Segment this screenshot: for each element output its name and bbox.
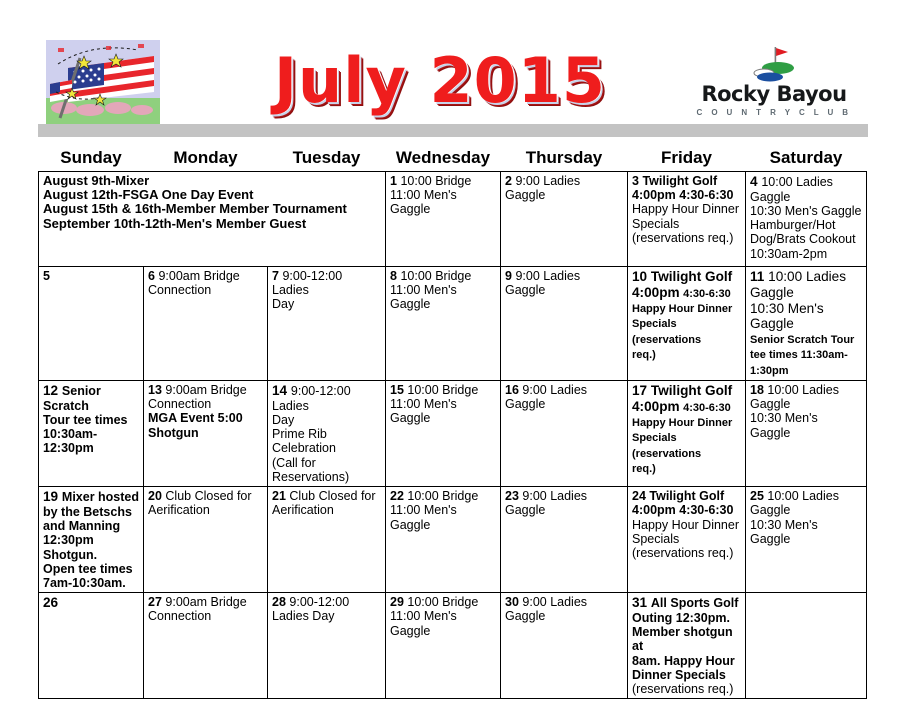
- page-header: [0, 0, 904, 148]
- day-event: 9:00 Ladies: [522, 595, 588, 610]
- day-cell-18: [746, 381, 867, 487]
- day-cell-12: [39, 381, 144, 487]
- weekday-header-thursday: Thursday: [525, 148, 603, 167]
- golf-green-flag-icon: [742, 44, 806, 84]
- day-number: 11: [750, 269, 769, 284]
- day-event: by the Betschs: [43, 504, 132, 519]
- day-event: 10:00 Ladies: [768, 269, 847, 284]
- day-event: Gaggle: [750, 425, 791, 440]
- day-event: Aerification: [272, 503, 334, 518]
- day-event: Gaggle: [505, 503, 546, 518]
- weekday-header-saturday: Saturday: [769, 148, 843, 167]
- day-event: 10:00 Bridge: [407, 489, 479, 504]
- day-number: 23: [505, 489, 523, 504]
- day-event: 4:00pm: [632, 284, 680, 300]
- day-cell-16: [501, 381, 628, 487]
- day-event: Gaggle: [750, 316, 794, 332]
- day-event: Club Closed for: [165, 489, 252, 504]
- day-cell-15: [386, 381, 501, 487]
- calendar-week-row: [39, 172, 867, 267]
- american-flag-clipart-icon: [44, 38, 162, 126]
- day-number: 14: [272, 383, 291, 399]
- day-event: Twilight Golf: [650, 383, 733, 399]
- day-event: 9:00 Ladies: [515, 269, 581, 283]
- day-number: 17: [632, 383, 651, 399]
- day-event: 11:00 Men's Gaggle: [390, 397, 457, 426]
- day-event: tee times 11:30am-: [750, 349, 848, 362]
- day-cell-5: [39, 267, 144, 381]
- day-cell-6: [144, 267, 268, 381]
- day-event: Dog/Brats Cookout: [750, 232, 856, 247]
- day-event: Aerification: [148, 503, 210, 518]
- day-event: Specials: [632, 216, 680, 231]
- day-event: 8am. Happy Hour: [632, 653, 735, 668]
- day-cell-31: [628, 593, 746, 699]
- day-number: 3: [632, 174, 643, 188]
- header-divider-bar: [38, 124, 868, 137]
- day-number: 16: [505, 383, 523, 398]
- day-event: req.): [632, 348, 656, 361]
- day-cell-23: [501, 487, 628, 593]
- day-event: 10:30 Men's: [750, 411, 818, 426]
- day-event: 12:30pm Shotgun.: [43, 533, 98, 562]
- day-cell-7: [268, 267, 386, 381]
- day-event: Prime Rib Celebration: [272, 427, 336, 456]
- day-event: 4:30-6:30: [683, 401, 731, 414]
- day-number: 18: [750, 383, 768, 398]
- day-event: 10:00 Bridge: [400, 174, 472, 188]
- day-event: 9:00-12:00 Ladies: [272, 384, 351, 413]
- day-cell-20: [144, 487, 268, 593]
- day-cell-30: [501, 593, 628, 699]
- day-number: 30: [505, 595, 523, 610]
- day-number: 22: [390, 489, 408, 504]
- day-number: 19: [43, 489, 62, 505]
- day-number: 1: [390, 174, 401, 188]
- day-number: 29: [390, 595, 408, 610]
- day-event: 10:30 Men's: [750, 517, 818, 532]
- day-cell-28: [268, 593, 386, 699]
- day-event: 10:30am-2pm: [750, 246, 828, 261]
- day-cell-2: [501, 172, 628, 267]
- day-cell-4: [746, 172, 867, 267]
- club-subtitle: C O U N T R Y C L U B: [696, 108, 852, 117]
- calendar-week-row: [39, 593, 867, 699]
- day-event: Gaggle: [750, 397, 791, 412]
- day-event: Ladies Day: [272, 609, 335, 624]
- day-number: 31: [632, 595, 651, 611]
- day-event: Gaggle: [505, 397, 546, 412]
- day-event: 9:00 Ladies: [522, 383, 588, 398]
- day-number: 8: [390, 269, 401, 283]
- day-cell-24: [628, 487, 746, 593]
- day-event: Twilight Golf: [642, 174, 718, 188]
- day-number: 27: [148, 595, 166, 610]
- day-event: 10:00 Bridge: [407, 595, 479, 610]
- day-event: 4:30-6:30: [683, 287, 731, 300]
- weekday-header-row: [39, 148, 867, 172]
- day-event: Specials: [632, 531, 680, 546]
- day-event: 4:00pm: [632, 398, 680, 414]
- day-event: 11:00 Men's Gaggle: [390, 283, 457, 312]
- day-event: 10:00 Bridge: [407, 383, 479, 398]
- month-title-container: [190, 38, 690, 124]
- day-number: 9: [505, 269, 516, 283]
- day-event: Senior Scratch Tour: [750, 334, 855, 347]
- day-number: 15: [390, 383, 408, 398]
- day-event: Dinner Specials: [632, 667, 726, 682]
- day-event: 9:00am Bridge: [165, 595, 247, 610]
- day-event: Twilight Golf: [649, 489, 725, 504]
- day-number: 28: [272, 595, 290, 610]
- day-event: and Manning: [43, 519, 121, 534]
- day-event: 10:00 Ladies: [761, 175, 833, 189]
- day-event: 7am-10:30am.: [43, 575, 126, 590]
- day-event: Connection: [148, 283, 212, 298]
- day-event: Shotgun: [148, 425, 199, 440]
- day-event: Happy Hour Dinner: [632, 202, 739, 217]
- day-event: 10:30 Men's Gaggle: [750, 204, 862, 218]
- weekday-header-sunday: Sunday: [60, 148, 122, 167]
- day-event: Senior Scratch: [43, 384, 101, 413]
- day-cell-10: [628, 267, 746, 381]
- day-event: Connection: [148, 397, 212, 412]
- weekday-header-wednesday: Wednesday: [395, 148, 491, 167]
- day-cell-26: [39, 593, 144, 699]
- calendar-week-row: [39, 487, 867, 593]
- day-event: Gaggle: [505, 283, 546, 298]
- day-event: 10:30am-12:30pm: [43, 427, 98, 456]
- club-logo: [694, 44, 854, 128]
- day-event: Happy Hour Dinner: [632, 303, 733, 316]
- day-cell-22: [386, 487, 501, 593]
- day-number: 10: [632, 269, 651, 284]
- day-event: 9:00am Bridge: [165, 383, 247, 398]
- day-cell-27: [144, 593, 268, 699]
- day-event: Reservations): [272, 469, 350, 484]
- announcement-line: August 15th & 16th-Member Member Tournament: [43, 201, 347, 217]
- day-cell-19: [39, 487, 144, 593]
- day-event: 11:00 Men's Gaggle: [390, 503, 457, 532]
- weekday-header-tuesday: Tuesday: [292, 148, 361, 167]
- weekday-header-friday: Friday: [660, 148, 713, 167]
- day-event: MGA Event 5:00: [148, 411, 243, 426]
- announcement-line: August 12th-FSGA One Day Event: [43, 187, 254, 203]
- day-cell-empty-trailing: [746, 593, 867, 699]
- day-event: Gaggle: [750, 503, 791, 518]
- day-event: Day: [272, 297, 295, 312]
- day-event: Outing 12:30pm.: [632, 610, 730, 625]
- day-event: Happy Hour Dinner: [632, 517, 739, 532]
- day-event: All Sports Golf: [650, 596, 739, 611]
- day-event: Gaggle: [750, 531, 791, 546]
- day-number: 12: [43, 383, 62, 399]
- day-cell-13: [144, 381, 268, 487]
- day-event: 9:00-12:00 Ladies: [272, 269, 343, 298]
- day-event: Mixer hosted: [61, 490, 140, 505]
- day-event: Day: [272, 413, 295, 428]
- calendar-table: [38, 148, 867, 699]
- day-event: 11:00 Men's Gaggle: [390, 188, 457, 217]
- day-event: Specials (reservations: [632, 318, 702, 346]
- weekday-header-monday: Monday: [173, 148, 238, 167]
- day-event: Connection: [148, 609, 212, 624]
- day-event: 11:00 Men's Gaggle: [390, 609, 457, 638]
- calendar-week-row: [39, 267, 867, 381]
- day-event: 9:00 Ladies: [515, 174, 581, 188]
- day-event: Gaggle: [750, 189, 791, 204]
- day-cell-11: [746, 267, 867, 381]
- day-event: 9:00 Ladies: [522, 489, 588, 504]
- day-number: 2: [505, 174, 516, 188]
- day-event: 10:30 Men's: [750, 300, 824, 316]
- page-title: July 2015: [273, 44, 607, 117]
- day-event: 4:00pm 4:30-6:30: [632, 188, 734, 203]
- day-event: req.): [632, 463, 656, 476]
- club-name: Rocky Bayou: [701, 82, 847, 106]
- day-event: 9:00-12:00: [289, 595, 350, 610]
- day-event: Specials (reservations: [632, 432, 702, 460]
- day-event: (reservations req.): [632, 545, 734, 560]
- day-cell-17: [628, 381, 746, 487]
- day-number: 21: [272, 489, 290, 504]
- day-event: 1:30pm: [750, 364, 789, 377]
- day-number: 24: [632, 489, 650, 504]
- day-number: 20: [148, 489, 166, 504]
- announcements-cell: [39, 172, 386, 267]
- day-event: 10:00 Ladies: [767, 489, 839, 504]
- day-number: 13: [148, 383, 166, 398]
- day-number: 5: [43, 269, 50, 283]
- day-event: Member shotgun at: [632, 625, 733, 654]
- day-cell-14: [268, 381, 386, 487]
- day-event: 4:00pm 4:30-6:30: [632, 503, 734, 518]
- day-cell-8: [386, 267, 501, 381]
- day-number: 6: [148, 269, 159, 283]
- day-event: (Call for: [272, 455, 316, 470]
- announcement-line: August 9th-Mixer: [43, 173, 150, 188]
- day-number: 4: [750, 174, 762, 189]
- day-number: 7: [272, 269, 283, 283]
- day-event: Gaggle: [750, 284, 794, 300]
- day-event: (reservations req.): [632, 230, 734, 245]
- day-cell-3: [628, 172, 746, 267]
- day-cell-25: [746, 487, 867, 593]
- day-event: Twilight Golf: [650, 269, 733, 284]
- day-event: Tour tee times: [43, 413, 128, 428]
- day-cell-1: [386, 172, 501, 267]
- day-number: 25: [750, 489, 768, 504]
- day-number: 26: [43, 595, 59, 611]
- day-cell-9: [501, 267, 628, 381]
- day-event: 9:00am Bridge: [158, 269, 240, 283]
- day-event: (reservations req.): [632, 681, 734, 696]
- calendar-week-row: [39, 381, 867, 487]
- announcement-line: September 10th-12th-Men's Member Guest: [43, 215, 307, 231]
- day-event: Hamburger/Hot: [750, 218, 836, 233]
- day-cell-21: [268, 487, 386, 593]
- day-event: Gaggle: [505, 609, 546, 624]
- day-event: 10:00 Ladies: [767, 383, 839, 398]
- day-event: Open tee times: [43, 561, 133, 576]
- day-event: Happy Hour Dinner: [632, 417, 733, 430]
- day-event: Club Closed for: [289, 489, 376, 504]
- day-cell-29: [386, 593, 501, 699]
- calendar-container: [38, 148, 868, 699]
- day-event: Gaggle: [505, 188, 546, 203]
- day-event: 10:00 Bridge: [400, 269, 472, 283]
